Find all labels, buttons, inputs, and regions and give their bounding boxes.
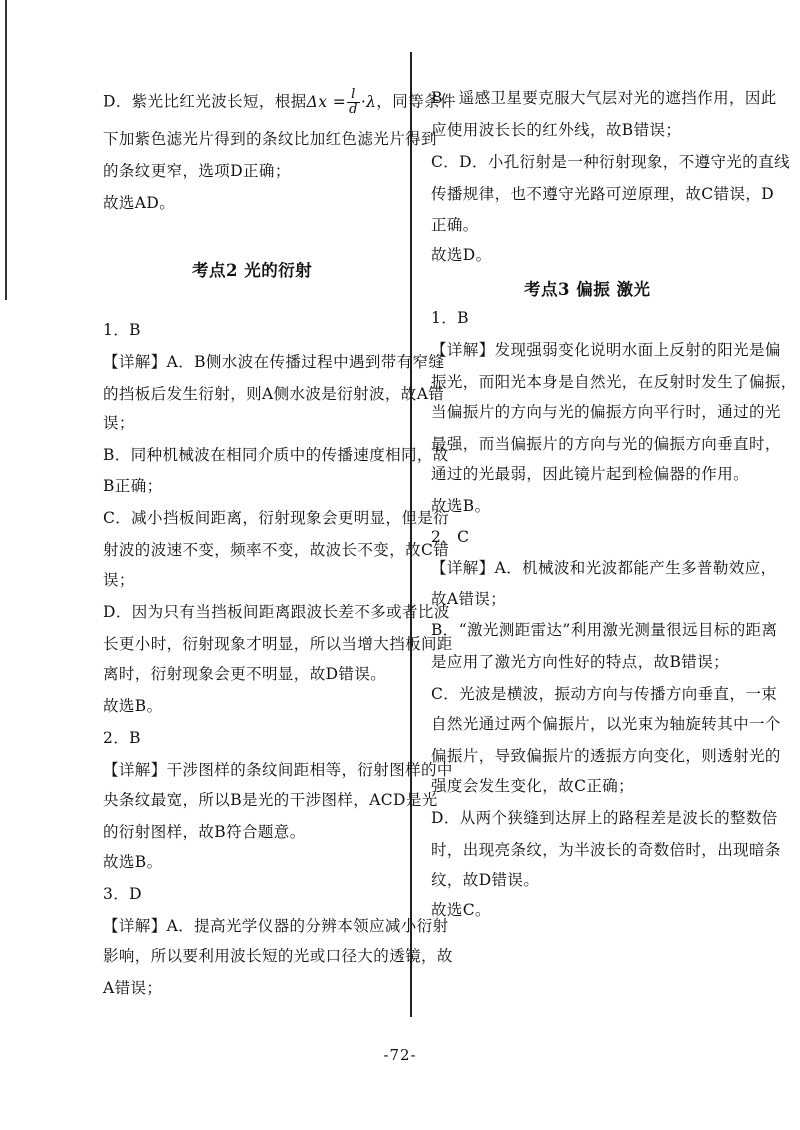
text-line: B．“激光测距雷达”利用激光测量很远目标的距离 xyxy=(431,621,778,639)
column-divider xyxy=(410,52,412,1017)
text-line: D．紫光比红光波长短，根据Δx = $\frac{l}{d}$ ·λ，同等条件 xyxy=(103,87,456,117)
text-line: 3．D xyxy=(103,885,142,903)
text-line: 误； xyxy=(103,571,135,589)
text-line: 正确。 xyxy=(431,216,479,234)
text-line: C．D．小孔衍射是一种衍射现象，不遵守光的直线 xyxy=(431,153,790,171)
text-line: 通过的光最弱，因此镜片起到检偏器的作用。 xyxy=(431,465,750,483)
text-line: 1．B xyxy=(103,321,141,339)
text-line: 故选C。 xyxy=(431,901,491,919)
text-line: 故选AD。 xyxy=(103,194,176,212)
text-line: 最强，而当偏振片的方向与光的偏振方向垂直时， xyxy=(431,435,781,453)
text-line: 的挡板后发生衍射，则A侧水波是衍射波，故A错 xyxy=(103,385,445,403)
text-line: C．减小挡板间距离，衍射现象会更明显，但是衍 xyxy=(103,509,450,527)
text-line: 长更小时，衍射现象才明显，所以当增大挡板间距 xyxy=(103,635,453,653)
text-line: 故A错误； xyxy=(431,590,507,608)
text-line: 影响，所以要利用波长短的光或口径大的透镜，故 xyxy=(103,947,453,965)
text-line: B正确； xyxy=(103,477,163,495)
text-line: 是应用了激光方向性好的特点，故B错误； xyxy=(431,653,729,671)
text-line: 自然光通过两个偏振片，以光束为轴旋转其中一个 xyxy=(431,715,781,733)
text-line: 射波的波速不变，频率不变，故波长不变，故C错 xyxy=(103,541,450,559)
text-line: B．遥感卫星要克服大气层对光的遮挡作用，因此 xyxy=(431,89,777,107)
text-line: 时，出现亮条纹，为半波长的奇数倍时，出现暗条 xyxy=(431,841,781,859)
text-line: 1．B xyxy=(431,309,469,327)
text-line: 离时，衍射现象会更不明显，故D错误。 xyxy=(103,665,387,683)
scan-edge-line xyxy=(5,0,7,300)
formula-fraction: $\frac{l}{d}$ xyxy=(349,87,358,117)
section-title: 考点2 光的衍射 xyxy=(192,261,313,280)
text-line: 传播规律，也不遵守光路可逆原理，故C错误，D xyxy=(431,185,775,203)
text-line: 【详解】发现强弱变化说明水面上反射的阳光是偏 xyxy=(431,341,781,359)
text-line: 【详解】A．B侧水波在传播过程中遇到带有窄缝 xyxy=(103,353,445,371)
text-line: 故选B。 xyxy=(103,697,163,715)
text-line: 偏振片，导致偏振片的透振方向变化，则透射光的 xyxy=(431,747,781,765)
text-line: 故选D。 xyxy=(431,246,492,264)
text-line: 2．C xyxy=(431,528,470,546)
text-line: 的衍射图样，故B符合题意。 xyxy=(103,823,306,841)
text-line: A错误； xyxy=(103,979,163,997)
text-line: 【详解】干涉图样的条纹间距相等，衍射图样的中 xyxy=(103,761,453,779)
text-line: 的条纹更窄，选项D正确； xyxy=(103,162,291,180)
text-line: C．光波是横波，振动方向与传播方向垂直，一束 xyxy=(431,685,778,703)
text-line: B．同种机械波在相同介质中的传播速度相同，故 xyxy=(103,446,449,464)
text-line: 误； xyxy=(103,414,135,432)
text-line: 故选B。 xyxy=(103,853,163,871)
text-line: 【详解】A．机械波和光波都能产生多普勒效应， xyxy=(431,559,777,577)
text-line: 振光，而阳光本身是自然光，在反射时发生了偏振， xyxy=(431,373,797,391)
page-number: -72- xyxy=(383,1046,417,1064)
text-line: D．从两个狭缝到达屏上的路程差是波长的整数倍 xyxy=(431,809,778,827)
diffraction-formula: Δx = $\frac{l}{d}$ ·λ xyxy=(306,87,377,117)
text-line: D．因为只有当挡板间距离跟波长差不多或者比波 xyxy=(103,603,450,621)
text-line: 【详解】A．提高光学仪器的分辨本领应减小衍射 xyxy=(103,917,449,935)
text-line: 2．B xyxy=(103,729,141,747)
text-line: 应使用波长长的红外线，故B错误； xyxy=(431,121,682,139)
text-line: 故选B。 xyxy=(431,497,491,515)
text-line: 当偏振片的方向与光的偏振方向平行时，通过的光 xyxy=(431,403,781,421)
text-line: 强度会发生变化，故C正确； xyxy=(431,777,635,795)
section-title: 考点3 偏振 激光 xyxy=(524,280,651,299)
text-line: 下加紫色滤光片得到的条纹比加红色滤光片得到 xyxy=(103,130,437,148)
text-line: 纹，故D错误。 xyxy=(431,871,540,889)
text-line: 央条纹最宽，所以B是光的干涉图样，ACD是光 xyxy=(103,791,438,809)
